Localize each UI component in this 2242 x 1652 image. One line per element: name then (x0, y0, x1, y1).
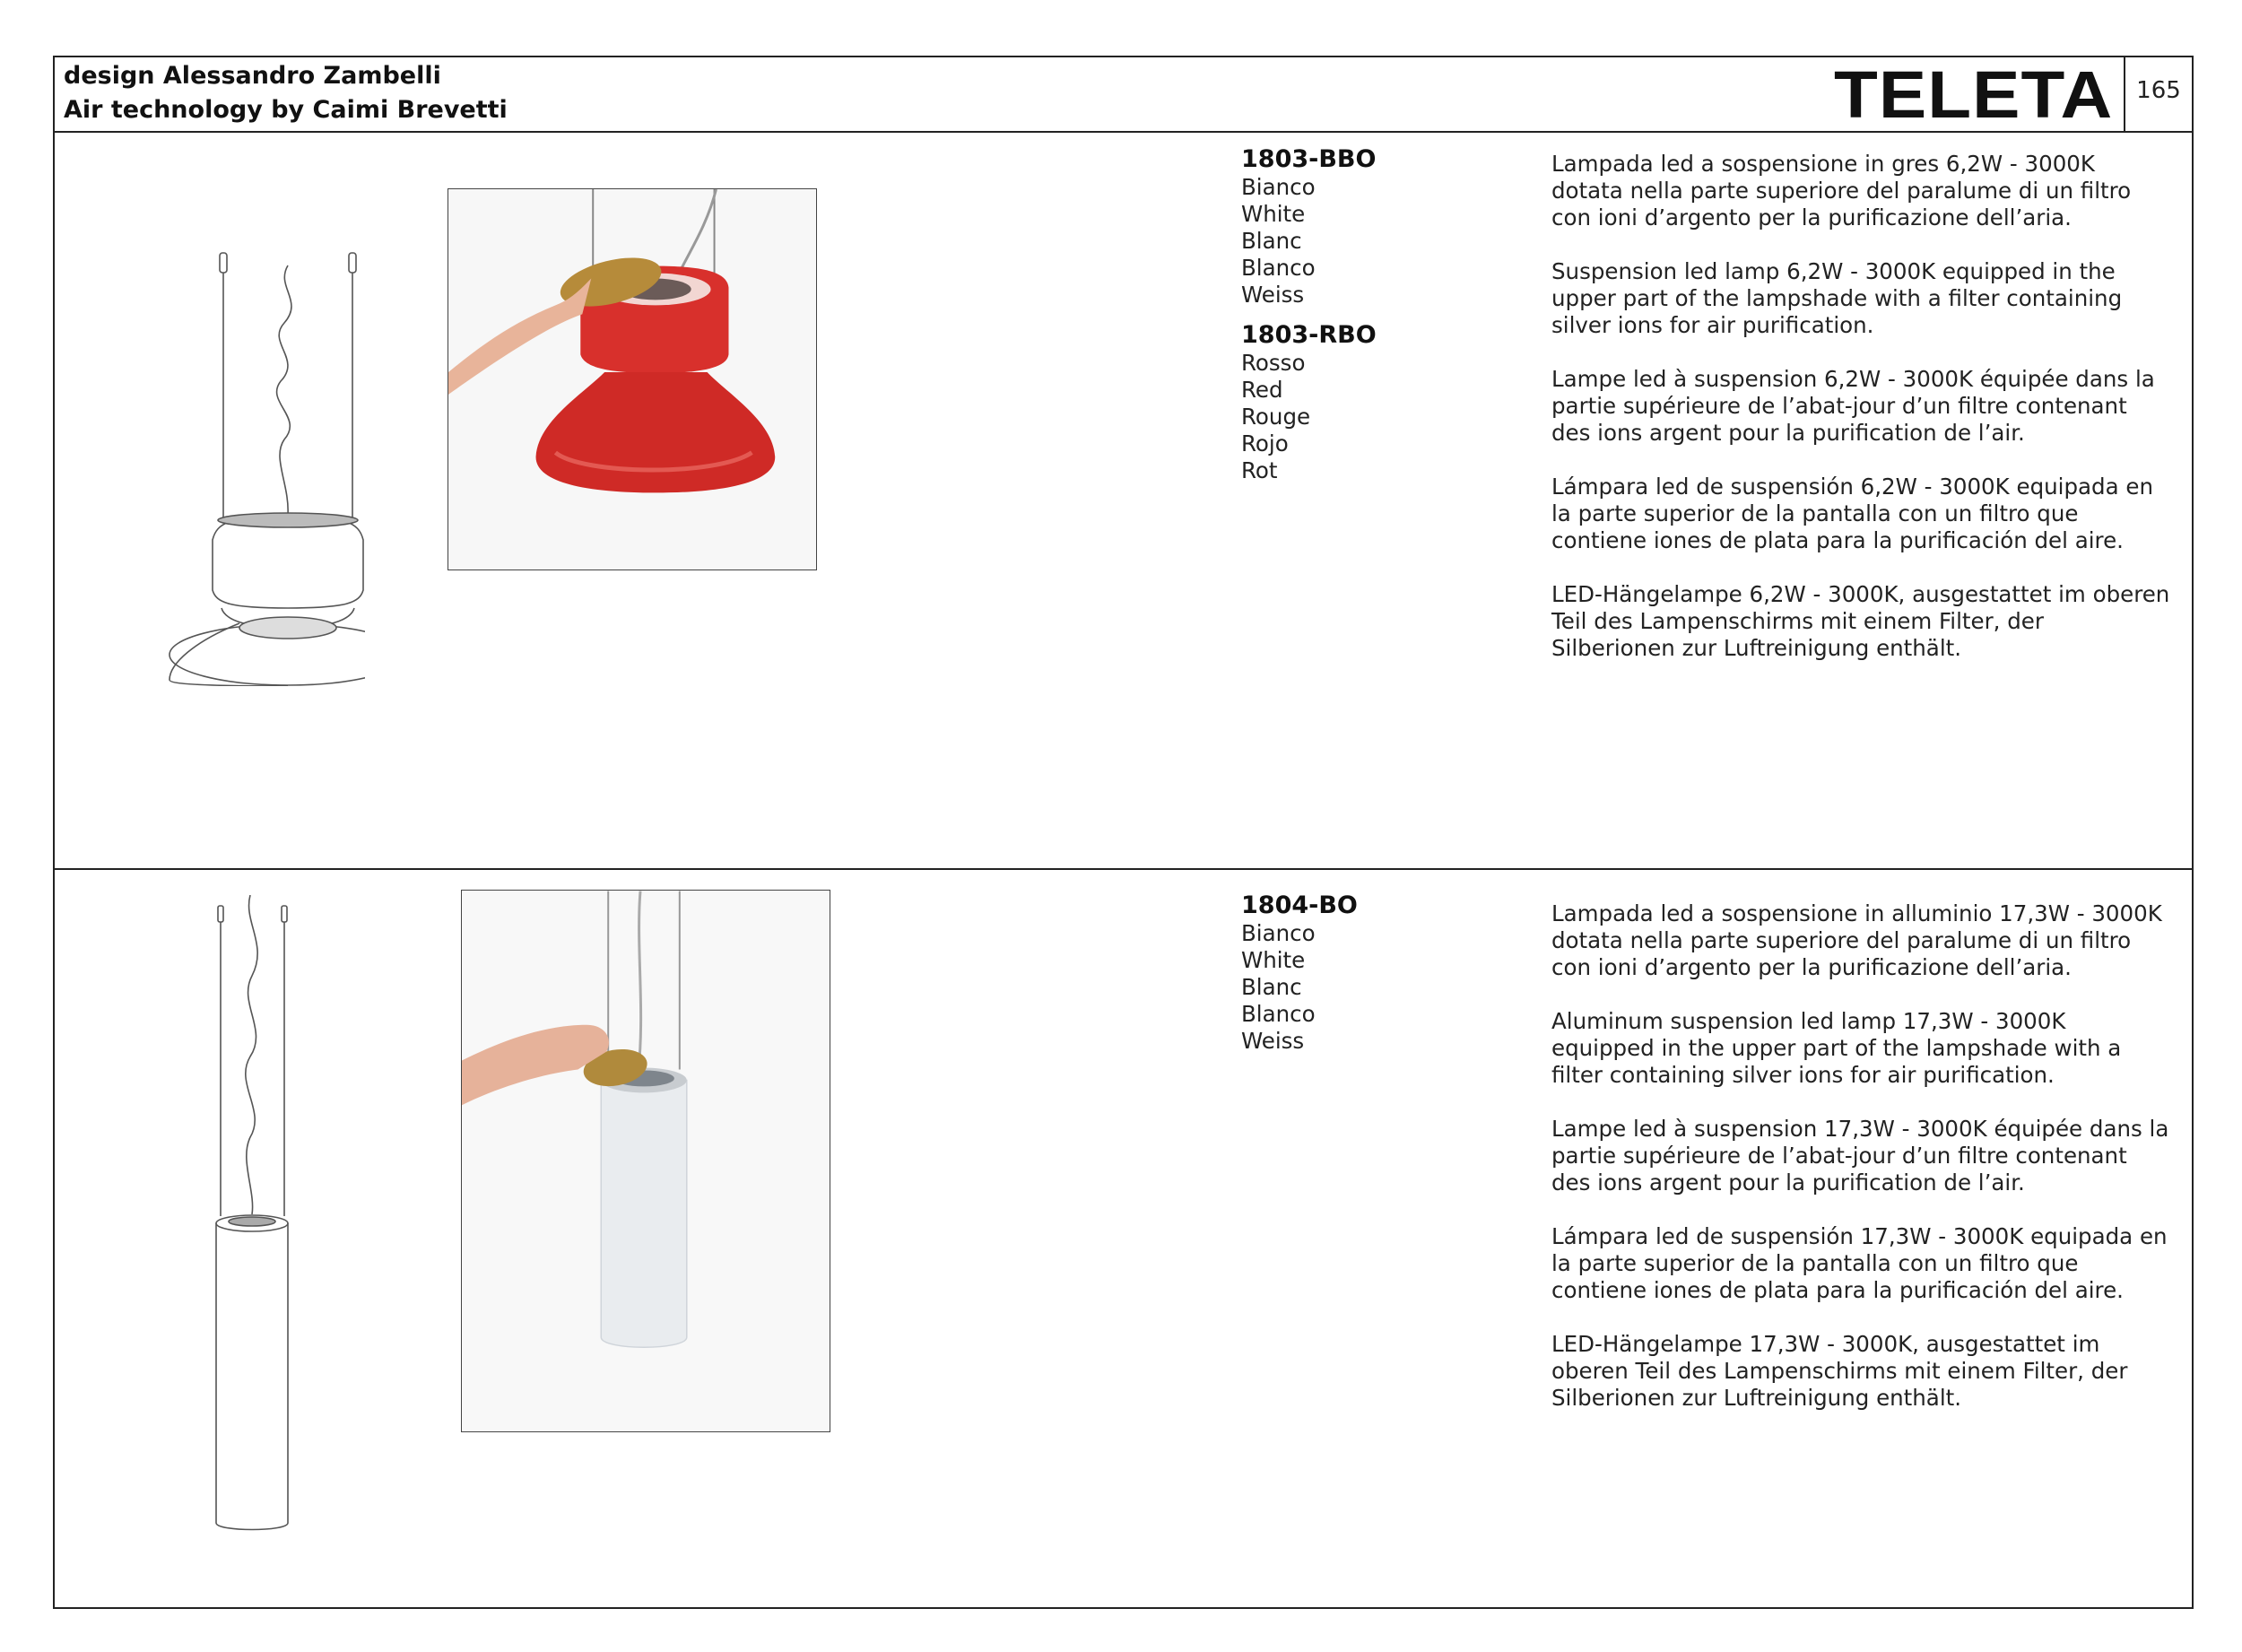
product1-line-drawing (105, 188, 365, 686)
description-english: Suspension led lamp 6,2W - 3000K equipped in the upper part of the lampshade with a filter containing silver ions for air purification. (1551, 258, 2123, 338)
ceiling-anchor-left (220, 253, 227, 273)
page-number-box (2124, 57, 2192, 131)
filter-disc (218, 513, 358, 527)
designer-credits (64, 59, 508, 127)
color-name: Bianco (1241, 920, 1316, 946)
color-name: Blanc (1241, 228, 1302, 254)
color-name: White (1241, 201, 1306, 227)
product2-line-drawing (198, 895, 306, 1543)
designer-line: design Alessandro Zambelli (64, 62, 441, 90)
color-name: Rot (1241, 457, 1278, 483)
color-name: Rouge (1241, 404, 1311, 430)
variant-code: 1803-RBO (1241, 321, 1377, 349)
product2-description (1551, 900, 2170, 1439)
description-german: LED-Hängelampe 6,2W - 3000K, ausgestattet im oberen Teil des Lampenschirms mit einem Filter, der Silberionen zur Luftreinigung enthält. (1551, 581, 2170, 661)
ceiling-anchor-right (349, 253, 356, 273)
ceiling-anchor-right (282, 906, 287, 922)
color-name: Red (1241, 377, 1283, 403)
product1-description (1551, 151, 2170, 689)
brand-title: TELETA (1833, 57, 2113, 132)
color-name: Blanco (1241, 255, 1316, 281)
white-cylinder (601, 1080, 687, 1347)
color-name: Weiss (1241, 1028, 1305, 1054)
lamp-body-upper (213, 517, 363, 608)
color-name: Rojo (1241, 430, 1289, 456)
variant-colors (1241, 350, 1528, 484)
description-spanish: Lámpara led de suspensión 17,3W - 3000K equipada en la parte superior de la pantalla con un filtro que contiene iones de plata para la purificación del aire. (1551, 1223, 2168, 1303)
technology-line: Air technology by Caimi Brevetti (64, 96, 508, 124)
description-french: Lampe led à suspension 17,3W - 3000K équipée dans la partie supérieure de l’abat-jour d’un filtre contenant des ions argent pour la purification de l’air. (1551, 1116, 2169, 1196)
color-name: Blanc (1241, 974, 1302, 1000)
color-name: Rosso (1241, 350, 1306, 376)
product2-photo (461, 890, 830, 1432)
color-name: White (1241, 947, 1306, 973)
variant-code: 1803-BBO (1241, 145, 1377, 173)
description-german: LED-Hängelampe 17,3W - 3000K, ausgestattet im oberen Teil des Lampenschirms mit einem Filter, der Silberionen zur Luftreinigung enthält. (1551, 1331, 2128, 1411)
variant-code: 1804-BO (1241, 891, 1358, 919)
color-name: Blanco (1241, 1001, 1316, 1027)
color-name: Bianco (1241, 174, 1316, 200)
lamp-opening (239, 617, 336, 639)
product1-variants (1241, 145, 1528, 497)
description-english: Aluminum suspension led lamp 17,3W - 3000K equipped in the upper part of the lampshade with a filter containing silver ions for air purification. (1551, 1008, 2122, 1088)
description-italian: Lampada led a sospensione in gres 6,2W - 3000K dotata nella parte superiore del paralume di un filtro con ioni d’argento per la purificazione dell’aria. (1551, 151, 2132, 230)
variant-colors (1241, 920, 1528, 1055)
page-header (55, 57, 2192, 133)
product2-variants (1241, 891, 1528, 1067)
power-cable (277, 265, 291, 515)
color-name: Weiss (1241, 282, 1305, 308)
product1-photo (448, 188, 817, 570)
description-french: Lampe led à suspension 6,2W - 3000K équipée dans la partie supérieure de l’abat-jour d’un filtre contenant des ions argent pour la purification de l’air. (1551, 366, 2155, 446)
catalog-page-frame (53, 56, 2194, 1609)
description-italian: Lampada led a sospensione in alluminio 17,3W - 3000K dotata nella parte superiore del paralume di un filtro con ioni d’argento per la purificazione dell’aria. (1551, 900, 2162, 980)
filter-disc (229, 1217, 275, 1226)
power-cable (246, 895, 257, 1214)
description-spanish: Lámpara led de suspensión 6,2W - 3000K equipada en la parte superior de la pantalla con un filtro que contiene iones de plata para la purificación del aire. (1551, 474, 2153, 553)
page-number: 165 (2136, 77, 2181, 104)
variant-colors (1241, 174, 1528, 309)
cylinder-body (216, 1223, 288, 1530)
section-divider (55, 868, 2192, 870)
ceiling-anchor-left (218, 906, 223, 922)
